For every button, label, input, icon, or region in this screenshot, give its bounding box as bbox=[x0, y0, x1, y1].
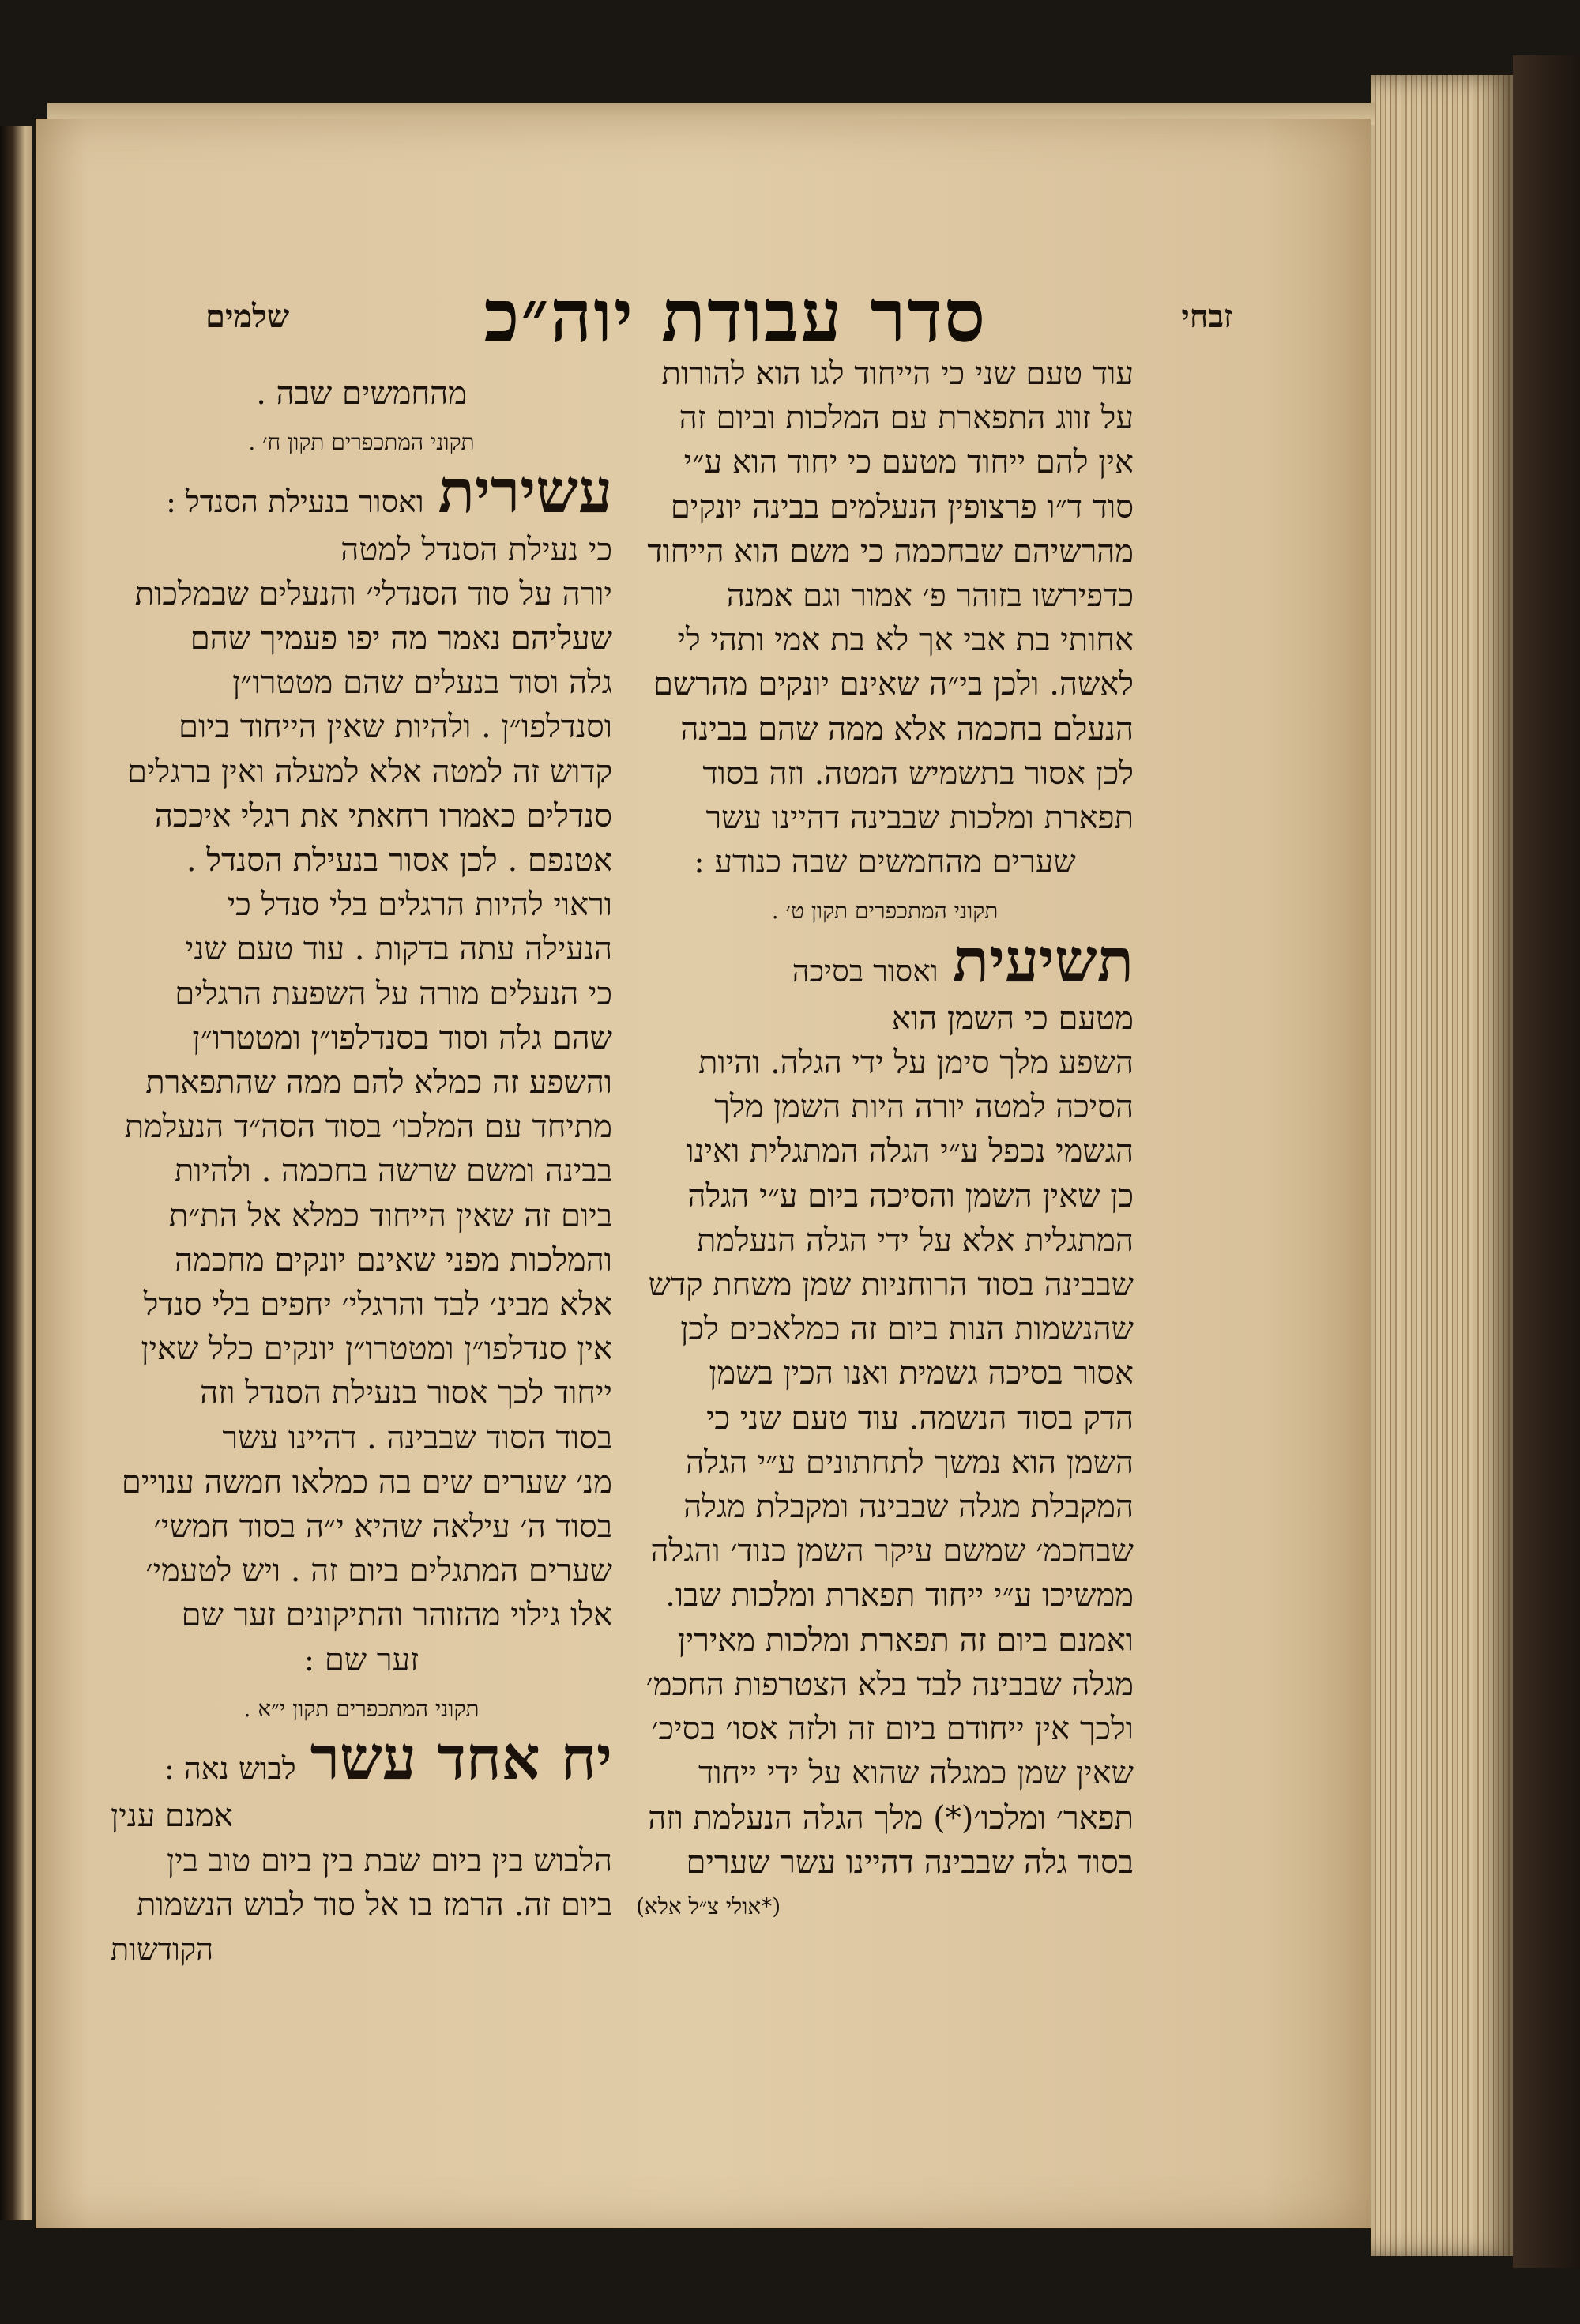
text-line: ביום זה. הרמז בו אל סוד לבוש הנשמות bbox=[136, 1886, 612, 1923]
text-line: הדק בסוד הנשמה. עוד טעם שני כי bbox=[706, 1399, 1134, 1437]
text-line: תפארת ומלכות שבבינה דהיינו עשר bbox=[705, 800, 1134, 837]
text-line: ממשיכו ע״י ייחוד תפארת ומלכות שבו. bbox=[665, 1577, 1134, 1614]
right-column bbox=[636, 352, 1134, 1929]
text-line: כן שאין השמן והסיכה ביום ע״י הגלה bbox=[687, 1177, 1134, 1215]
text-line: אלא מבינ׳ לבד והרגלי׳ יחפים בלי סנדל bbox=[143, 1286, 612, 1324]
section-subheading: ואסור בנעילת הסנדל : bbox=[166, 484, 424, 520]
text-line: שהנשמות הנות ביום זה כמלאכים לכן bbox=[680, 1311, 1134, 1348]
text-line: על זווג התפארת עם המלכות וביום זה bbox=[679, 400, 1134, 437]
gutter-edge bbox=[0, 126, 32, 2220]
running-head-left: שלמים bbox=[205, 297, 290, 335]
section-heading: יח אחד עשר bbox=[310, 1723, 612, 1794]
section-heading: עשירית bbox=[438, 456, 612, 527]
text-line: המקבלת מגלה שבבינה ומקבלת מגלה bbox=[683, 1489, 1134, 1526]
text-line: ביום זה שאין הייחוד כמלא אל הת״ת bbox=[168, 1197, 612, 1234]
text-line: מטעם כי השמן הוא bbox=[891, 1000, 1134, 1037]
text-line: כדפירשו בזוהר פ׳ אמור וגם אמנה bbox=[726, 578, 1134, 615]
text-line: אלו גילוי מהזוהר והתיקונים זער שם bbox=[181, 1597, 612, 1634]
section-heading-row bbox=[636, 925, 1134, 996]
text-line: בסוד הסוד שבבינה . דהיינו עשר bbox=[222, 1419, 612, 1456]
text-line: סנדלים כאמרו רחאתי את רגלי איככה bbox=[154, 797, 612, 834]
left-column bbox=[111, 371, 612, 1972]
text-line: אסור בסיכה גשמית ואנו הכין בשמן bbox=[709, 1355, 1134, 1392]
section-subheading: לבוש נאה : bbox=[164, 1751, 296, 1787]
text-line: סוד ד״ו פרצופין הנעלמים בבינה יונקים bbox=[670, 488, 1134, 525]
text-line: לכן אסור בתשמיש המטה. וזה בסוד bbox=[702, 755, 1134, 792]
text-line: הסיכה למטה יורה היות השמן מלך bbox=[714, 1089, 1134, 1126]
section-heading-row bbox=[111, 1723, 612, 1794]
text-line: ואמנם ביום זה תפארת ומלכות מאירין bbox=[677, 1622, 1134, 1659]
text-line: עוד טעם שני כי הייחוד לגו הוא להורות bbox=[661, 356, 1134, 392]
text-line: זער שם : bbox=[303, 1641, 419, 1678]
text-line: מתיחד עם המלכו׳ בסוד הסה״ד הנעלמת bbox=[124, 1109, 612, 1146]
text-line: בסוד ה׳ עילאה שהיא י״ה בסוד חמשי׳ bbox=[153, 1509, 612, 1546]
text-line: מהחמשים שבה . bbox=[256, 375, 467, 412]
text-line: קדוש זה למטה אלא למעלה ואין ברגלים bbox=[127, 753, 612, 790]
text-line: שהם גלה וסוד בסנדלפו״ן ומטטרו״ן bbox=[192, 1019, 612, 1057]
running-head-right: זבחי bbox=[1181, 297, 1232, 335]
text-line: ולכך אין ייחודם ביום זה ולזה אסו׳ בסיכ׳ bbox=[651, 1711, 1134, 1748]
text-line: יורה על סוד הסנדלי׳ והנעלים שבמלכות bbox=[134, 575, 612, 612]
text-line: הנעלם בחכמה אלא ממה שהם בבינה bbox=[680, 710, 1134, 748]
text-line: כי הנעלים מורה על השפעת הרגלים bbox=[175, 975, 612, 1012]
text-line: שערים מהחמשים שבה כנודע : bbox=[694, 844, 1076, 881]
text-line: אטנפם . לכן אסור בנעילת הסנדל . bbox=[186, 842, 612, 880]
text-line: הנעילה עתה בדקות . עוד טעם שני bbox=[185, 931, 612, 968]
section-heading-row bbox=[111, 456, 612, 527]
text-line: השמן הוא נמשך לתחתונים ע״י הגלה bbox=[686, 1444, 1134, 1481]
running-head bbox=[205, 269, 1232, 363]
text-line: ייחוד לכך אסור בנעילת הסנדל וזה bbox=[200, 1375, 612, 1412]
text-line: מנ׳ שערים שים בה כמלאו חמשה ענויים bbox=[121, 1463, 612, 1501]
running-head-title: סדר עבודת יוה״כ bbox=[483, 273, 988, 359]
text-line: וסנדלפו״ן . ולהיות שאין הייחוד ביום bbox=[179, 709, 612, 746]
text-line: מהרשיהם שבחכמה כי משם הוא הייחוד bbox=[647, 533, 1134, 570]
text-line: אמנם ענין bbox=[111, 1798, 233, 1835]
text-line: כי נעילת הסנדל למטה bbox=[340, 531, 612, 568]
text-line: והשפע זה כמלא להם ממה שהתפארת bbox=[145, 1064, 612, 1102]
text-line: תפאר׳ ומלכו׳(*) מלך הגלה הנעלמת וזה bbox=[648, 1799, 1134, 1836]
text-line: בסוד גלה שבבינה דהיינו עשר שערים bbox=[686, 1844, 1134, 1881]
text-line: גלה וסוד בנעלים שהם מטטרו״ן bbox=[232, 665, 612, 702]
text-line: שערים המתגלים ביום זה . ויש לטעמי׳ bbox=[145, 1553, 612, 1590]
text-line: אחותי בת אבי אך לא בת אמי ותהי לי bbox=[677, 622, 1134, 659]
catchword: הקודשות bbox=[111, 1931, 213, 1967]
footnote: (*אולי צ״ל אלא) bbox=[636, 1893, 781, 1919]
text-line: אין סנדלפו״ן ומטטרו״ן יונקים כלל שאין bbox=[141, 1331, 612, 1368]
section-caption: תקוני המתכפרים תקון י״א . bbox=[243, 1695, 480, 1722]
text-line: השפע מלך סימן על ידי הגלה. והיות bbox=[698, 1045, 1134, 1082]
section-heading: תשיעית bbox=[952, 925, 1134, 996]
section-caption: תקוני המתכפרים תקון ט׳ . bbox=[771, 898, 999, 925]
book-cover-edge bbox=[1513, 55, 1580, 2268]
text-line: אין להם ייחוד מטעם כי יחוד הוא ע״י bbox=[683, 444, 1134, 481]
text-line: הלבוש בין ביום שבת בין ביום טוב בין bbox=[166, 1842, 612, 1879]
text-line: וראוי להיות הרגלים בלי סנדל כי bbox=[227, 887, 612, 924]
section-caption: תקוני המתכפרים תקון ח׳ . bbox=[248, 429, 475, 456]
text-line: המתגלית אלא על ידי הגלה הנעלמת bbox=[696, 1222, 1134, 1259]
text-line: שבחכמ׳ שמשם עיקר השמן כנוד׳ והגלה bbox=[650, 1533, 1134, 1570]
page-stack-edges bbox=[1371, 75, 1513, 2256]
text-line: לאשה. ולכן בי״ה שאינם יונקים מהרשם bbox=[653, 666, 1134, 703]
text-line: הגשמי נכפל ע״י הגלה המתגלית ואינו bbox=[686, 1133, 1134, 1170]
section-subheading: ואסור בסיכה bbox=[792, 953, 939, 989]
text-line: שעליהם נאמר מה יפו פעמיך שהם bbox=[190, 620, 612, 657]
text-line: מגלה שבבינה לבד בלא הצטרפות החכמ׳ bbox=[645, 1666, 1134, 1703]
text-line: בבינה ומשם שרשה בחכמה . ולהיות bbox=[174, 1153, 612, 1190]
text-line: שאין שמן כמגלה שהוא על ידי ייחוד bbox=[698, 1755, 1134, 1792]
text-line: שבבינה בסוד הרוחניות שמן משחת קדש bbox=[648, 1267, 1134, 1304]
text-line: והמלכות מפני שאינם יונקים מחכמה bbox=[175, 1241, 612, 1279]
